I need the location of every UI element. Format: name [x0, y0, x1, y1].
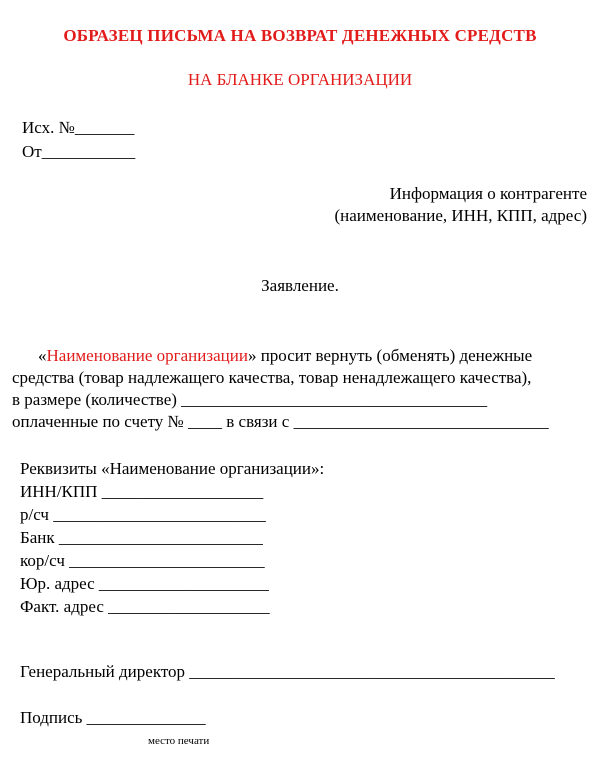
body-line-3: в размере (количестве) ____________________________________ [12, 390, 488, 409]
body-line-1 [38, 346, 532, 366]
requisite-bank: Банк ________________________ [20, 528, 263, 547]
requisite-corr-account: кор/сч _______________________ [20, 551, 265, 570]
letter-title: ОБРАЗЕЦ ПИСЬМА НА ВОЗВРАТ ДЕНЕЖНЫХ СРЕДСТВ [63, 26, 537, 45]
requisites-heading: Реквизиты «Наименование организации»: [20, 459, 325, 478]
recipient-info-block [335, 183, 588, 227]
org-name-placeholder: Наименование организации [46, 346, 248, 365]
body-line-1-rest: » просит вернуть (обменять) денежные [247, 346, 533, 365]
outgoing-date: От___________ [22, 142, 136, 161]
letter-subtitle: НА БЛАНКЕ ОРГАНИЗАЦИИ [187, 70, 413, 89]
body-line-2: средства (товар надлежащего качества, товар ненадлежащего качества), [12, 368, 532, 387]
requisite-actual-address: Факт. адрес ___________________ [20, 597, 270, 616]
statement-heading: Заявление. [261, 276, 339, 295]
outgoing-number: Исх. №_______ [22, 118, 135, 137]
recipient-info-line: Информация о контрагенте [389, 184, 587, 203]
requisite-legal-address: Юр. адрес ____________________ [20, 574, 269, 593]
quote-open: « [38, 346, 47, 365]
requisite-account: р/сч _________________________ [20, 505, 266, 524]
requisite-inn-kpp: ИНН/КПП ___________________ [20, 482, 264, 501]
signature-line: Подпись ______________ [20, 708, 206, 727]
body-line-4: оплаченные по счету № ____ в связи с ______________________________ [12, 412, 549, 431]
director-signature-line: Генеральный директор ___________________________________________ [20, 662, 555, 681]
recipient-details-line: (наименование, ИНН, КПП, адрес) [334, 206, 587, 225]
stamp-place-note: место печати [148, 735, 210, 747]
